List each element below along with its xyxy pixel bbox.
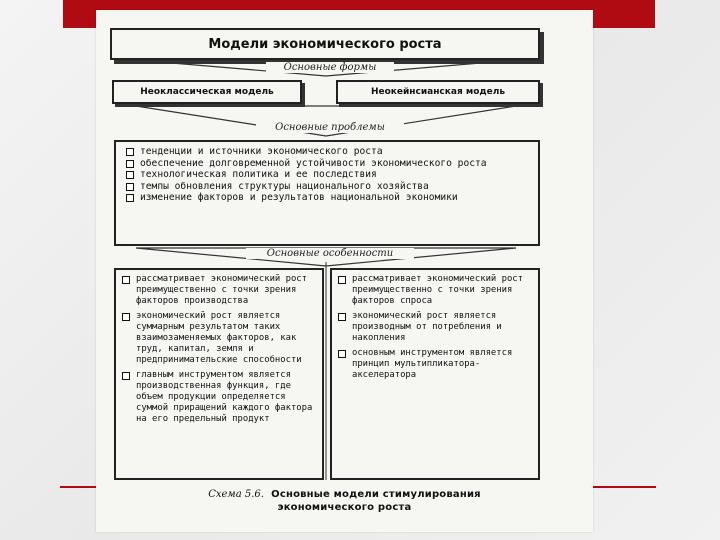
list-item: изменение факторов и результатов национальной экономики xyxy=(124,192,532,204)
list-item: главным инструментом является производственная функция, где объем продукции определяется суммой приращений каждого фактора на его предельный продукт xyxy=(120,370,318,425)
checkbox-bullet-icon xyxy=(126,148,134,156)
checkbox-bullet-icon xyxy=(126,183,134,191)
list-item: темпы обновления структуры национального хозяйства xyxy=(124,181,532,193)
forms-label: Основные формы xyxy=(266,62,394,73)
problems-label: Основные проблемы xyxy=(256,122,404,133)
checkbox-bullet-icon xyxy=(126,171,134,179)
list-item: экономический рост является суммарным результатом таких взаимозаменяемых факторов, как труд, капитал, земля и предпринимательские способности xyxy=(120,311,318,366)
list-item: основным инструментом является принцип мультипликатора-акселератора xyxy=(336,348,534,381)
features-neokeynesian-box xyxy=(330,268,540,480)
features-neoclassical-box xyxy=(114,268,324,480)
problems-list xyxy=(124,146,532,204)
list-item: рассматривает экономический рост преимущественно с точки зрения факторов спроса xyxy=(336,274,534,307)
caption-text-line1: Основные модели стимулирования xyxy=(271,489,481,500)
features-left-list xyxy=(120,274,318,425)
model-neokeynesian: Неокейнсианская модель xyxy=(336,80,540,104)
figure-caption xyxy=(96,488,593,514)
checkbox-bullet-icon xyxy=(338,350,346,358)
list-item: рассматривает экономический рост преимущественно с точки зрения факторов производства xyxy=(120,274,318,307)
model-neoclassical: Неоклассическая модель xyxy=(112,80,302,104)
checkbox-bullet-icon xyxy=(126,160,134,168)
list-item: обеспечение долговременной устойчивости экономического роста xyxy=(124,158,532,170)
list-item: тенденции и источники экономического роста xyxy=(124,146,532,158)
scanned-page xyxy=(96,10,593,532)
checkbox-bullet-icon xyxy=(122,372,130,380)
problems-box xyxy=(114,140,540,246)
checkbox-bullet-icon xyxy=(122,313,130,321)
checkbox-bullet-icon xyxy=(338,313,346,321)
caption-number: Схема 5.6. xyxy=(208,489,264,500)
checkbox-bullet-icon xyxy=(126,194,134,202)
decorative-red-line-left xyxy=(60,486,96,488)
decorative-red-line-right xyxy=(592,486,656,488)
diagram-title: Модели экономического роста xyxy=(110,28,540,60)
list-item: технологическая политика и ее последствия xyxy=(124,169,532,181)
features-right-list xyxy=(336,274,534,381)
features-label: Основные особенности xyxy=(246,248,414,259)
checkbox-bullet-icon xyxy=(122,276,130,284)
list-item: экономический рост является производным от потребления и накопления xyxy=(336,311,534,344)
caption-text-line2: экономического роста xyxy=(277,502,412,513)
checkbox-bullet-icon xyxy=(338,276,346,284)
